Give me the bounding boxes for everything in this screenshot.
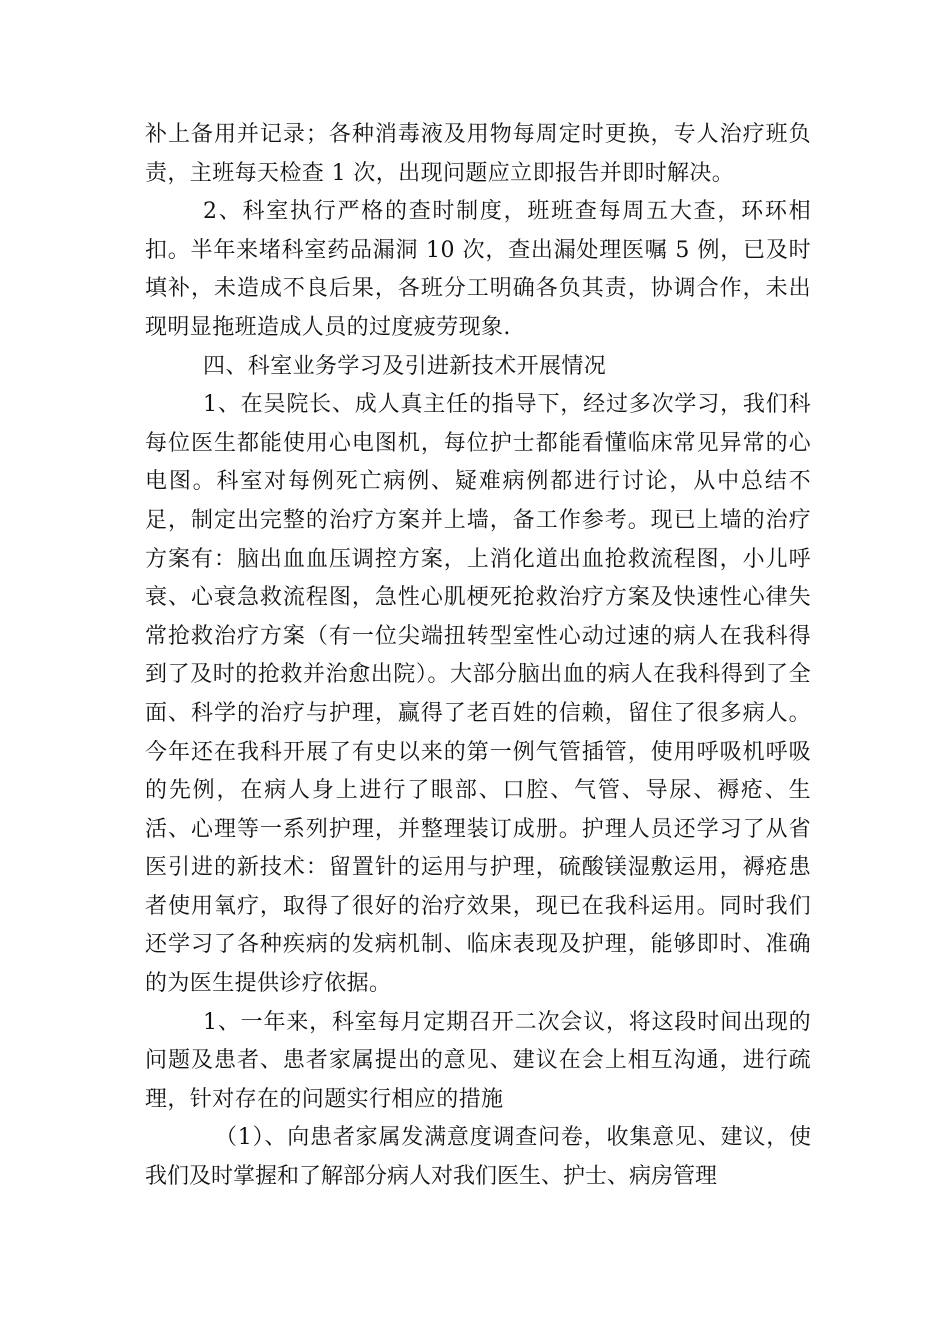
paragraph-item-1-meetings: 1、一年来，科室每月定期召开二次会议，将这段时间出现的问题及患者、患者家属提出的意见、建议在会上相互沟通，进行疏理，针对存在的问题实行相应的措施 — [145, 1009, 811, 1112]
paragraph-sub-item-1: （1）、向患者家属发满意度调查问卷，收集意见、建议，使我们及时掌握和了解部分病人对我们医生、护士、病房管理 — [145, 1125, 811, 1190]
document-body — [145, 116, 811, 1197]
paragraph-item-4-1: 1、在吴院长、成人真主任的指导下，经过多次学习，我们科每位医生都能使用心电图机，每位护士都能看懂临床常见异常的心电图。科室对每例死亡病例、疑难病例都进行讨论，从中总结不足，制定出完整的治疗方案并上墙，备工作参考。现已上墙的治疗方案有：脑出血血压调控方案，上消化道出血抢救流程图，小儿呼衰、心衰急救流程图，急性心肌梗死抢救治疗方案及快速性心律失常抢救治疗方案（有一位尖端扭转型室性心动过速的病人在我科得到了及时的抢救并治愈出院）。大部分脑出血的病人在我科得到了全面、科学的治疗与护理，赢得了老百姓的信赖，留住了很多病人。今年还在我科开展了有史以来的第一例气管插管，使用呼吸机呼吸的先例，在病人身上进行了眼部、口腔、气管、导尿、褥疮、生活、心理等一系列护理，并整理装订成册。护理人员还学习了从省医引进的新技术：留置针的运用与护理，硫酸镁湿敷运用，褥疮患者使用氧疗，取得了很好的治疗效果，现已在我科运用。同时我们还学习了各种疾病的发病机制、临床表现及护理，能够即时、准确的为医生提供诊疗依据。 — [145, 392, 811, 997]
section-heading: 四、科室业务学习及引进新技术开展情况 — [203, 353, 607, 379]
paragraph-item-2: 2、科室执行严格的查时制度，班班查每周五大查，环环相扣。半年来堵科室药品漏洞 10 次，查出漏处理医嘱 5 例，已及时填补，未造成不良后果，各班分工明确各负其责，协调合作，未出现明显拖班造成人员的过度疲劳现象. — [145, 199, 811, 340]
paragraph-continuation: 补上备用并记录；各种消毒液及用物每周定时更换，专人治疗班负责，主班每天检查 1 次，出现问题应立即报告并即时解决。 — [145, 122, 811, 186]
